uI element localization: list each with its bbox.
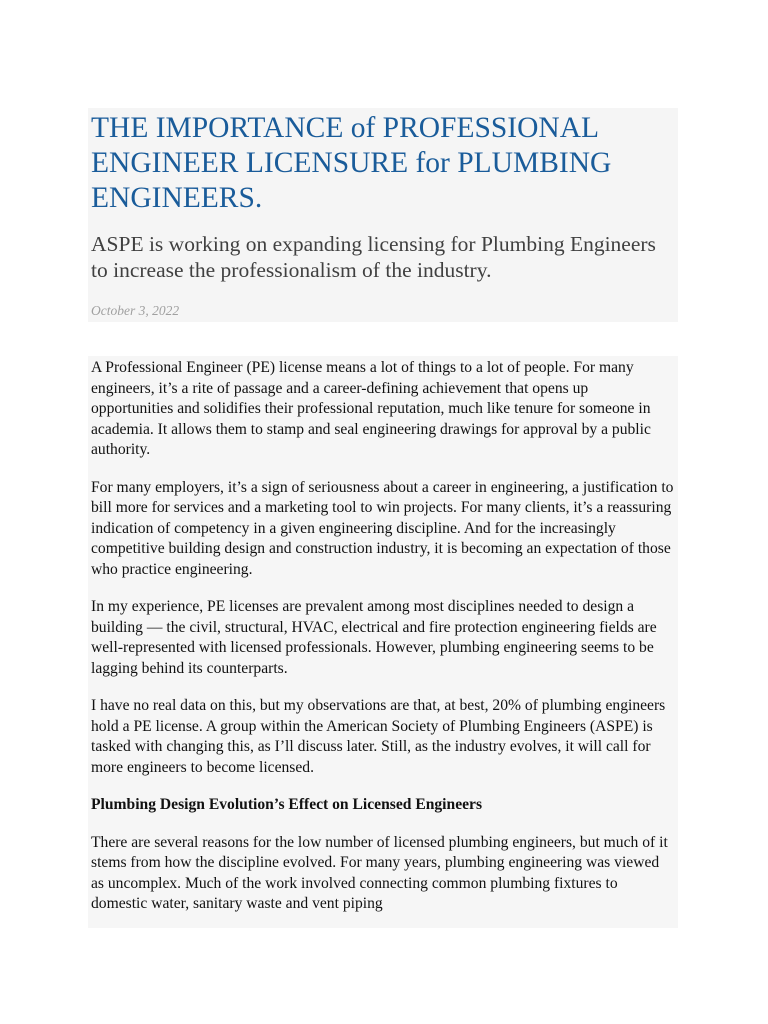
article-subtitle: ASPE is working on expanding licensing for Plumbing Engineers to increase the professionalism of the industry. — [91, 232, 656, 282]
section-heading: Plumbing Design Evolution’s Effect on Licensed Engineers — [91, 796, 483, 813]
body-paragraph-3: In my experience, PE licenses are prevalent among most disciplines needed to design a building — the civil, structural, HVAC, electrical and fire protection engineering fields are well-represented with licensed professionals. However, plumbing engineering seems to be lagging behind its counterparts. — [91, 598, 657, 677]
body-paragraph-4: I have no real data on this, but my observations are that, at best, 20% of plumbing engineers hold a PE license. A group within the American Society of Plumbing Engineers (ASPE) is tasked with changing this, as I’ll discuss later. Still, as the industry evolves, it will call for more engineers to become licensed. — [91, 697, 666, 776]
article-date: October 3, 2022 — [91, 303, 180, 318]
section-paragraph: There are several reasons for the low number of licensed plumbing engineers, but much of it stems from how the discipline evolved. For many years, plumbing engineering was viewed as uncomplex. Much of the work involved connecting common plumbing fixtures to domestic water, sanitary waste and vent piping — [91, 833, 668, 912]
body-paragraph-1: A Professional Engineer (PE) license means a lot of things to a lot of people. For many engineers, it’s a rite of passage and a career-defining achievement that opens up opportunities and solidifies their professional reputation, much like tenure for someone in academia. It allows them to stamp and seal engineering drawings for approval by a public authority. — [91, 359, 651, 458]
article-title: THE IMPORTANCE of PROFESSIONAL ENGINEER LICENSURE for PLUMBING ENGINEERS. — [91, 112, 612, 214]
article-body — [88, 356, 678, 928]
article-header — [88, 108, 678, 322]
body-paragraph-2: For many employers, it’s a sign of seriousness about a career in engineering, a justification to bill more for services and a marketing tool to win projects. For many clients, it’s a reassuring indication of competency in a given engineering discipline. And for the increasingly competitive building design and construction industry, it is becoming an expectation of those who practice engineering. — [91, 478, 674, 578]
